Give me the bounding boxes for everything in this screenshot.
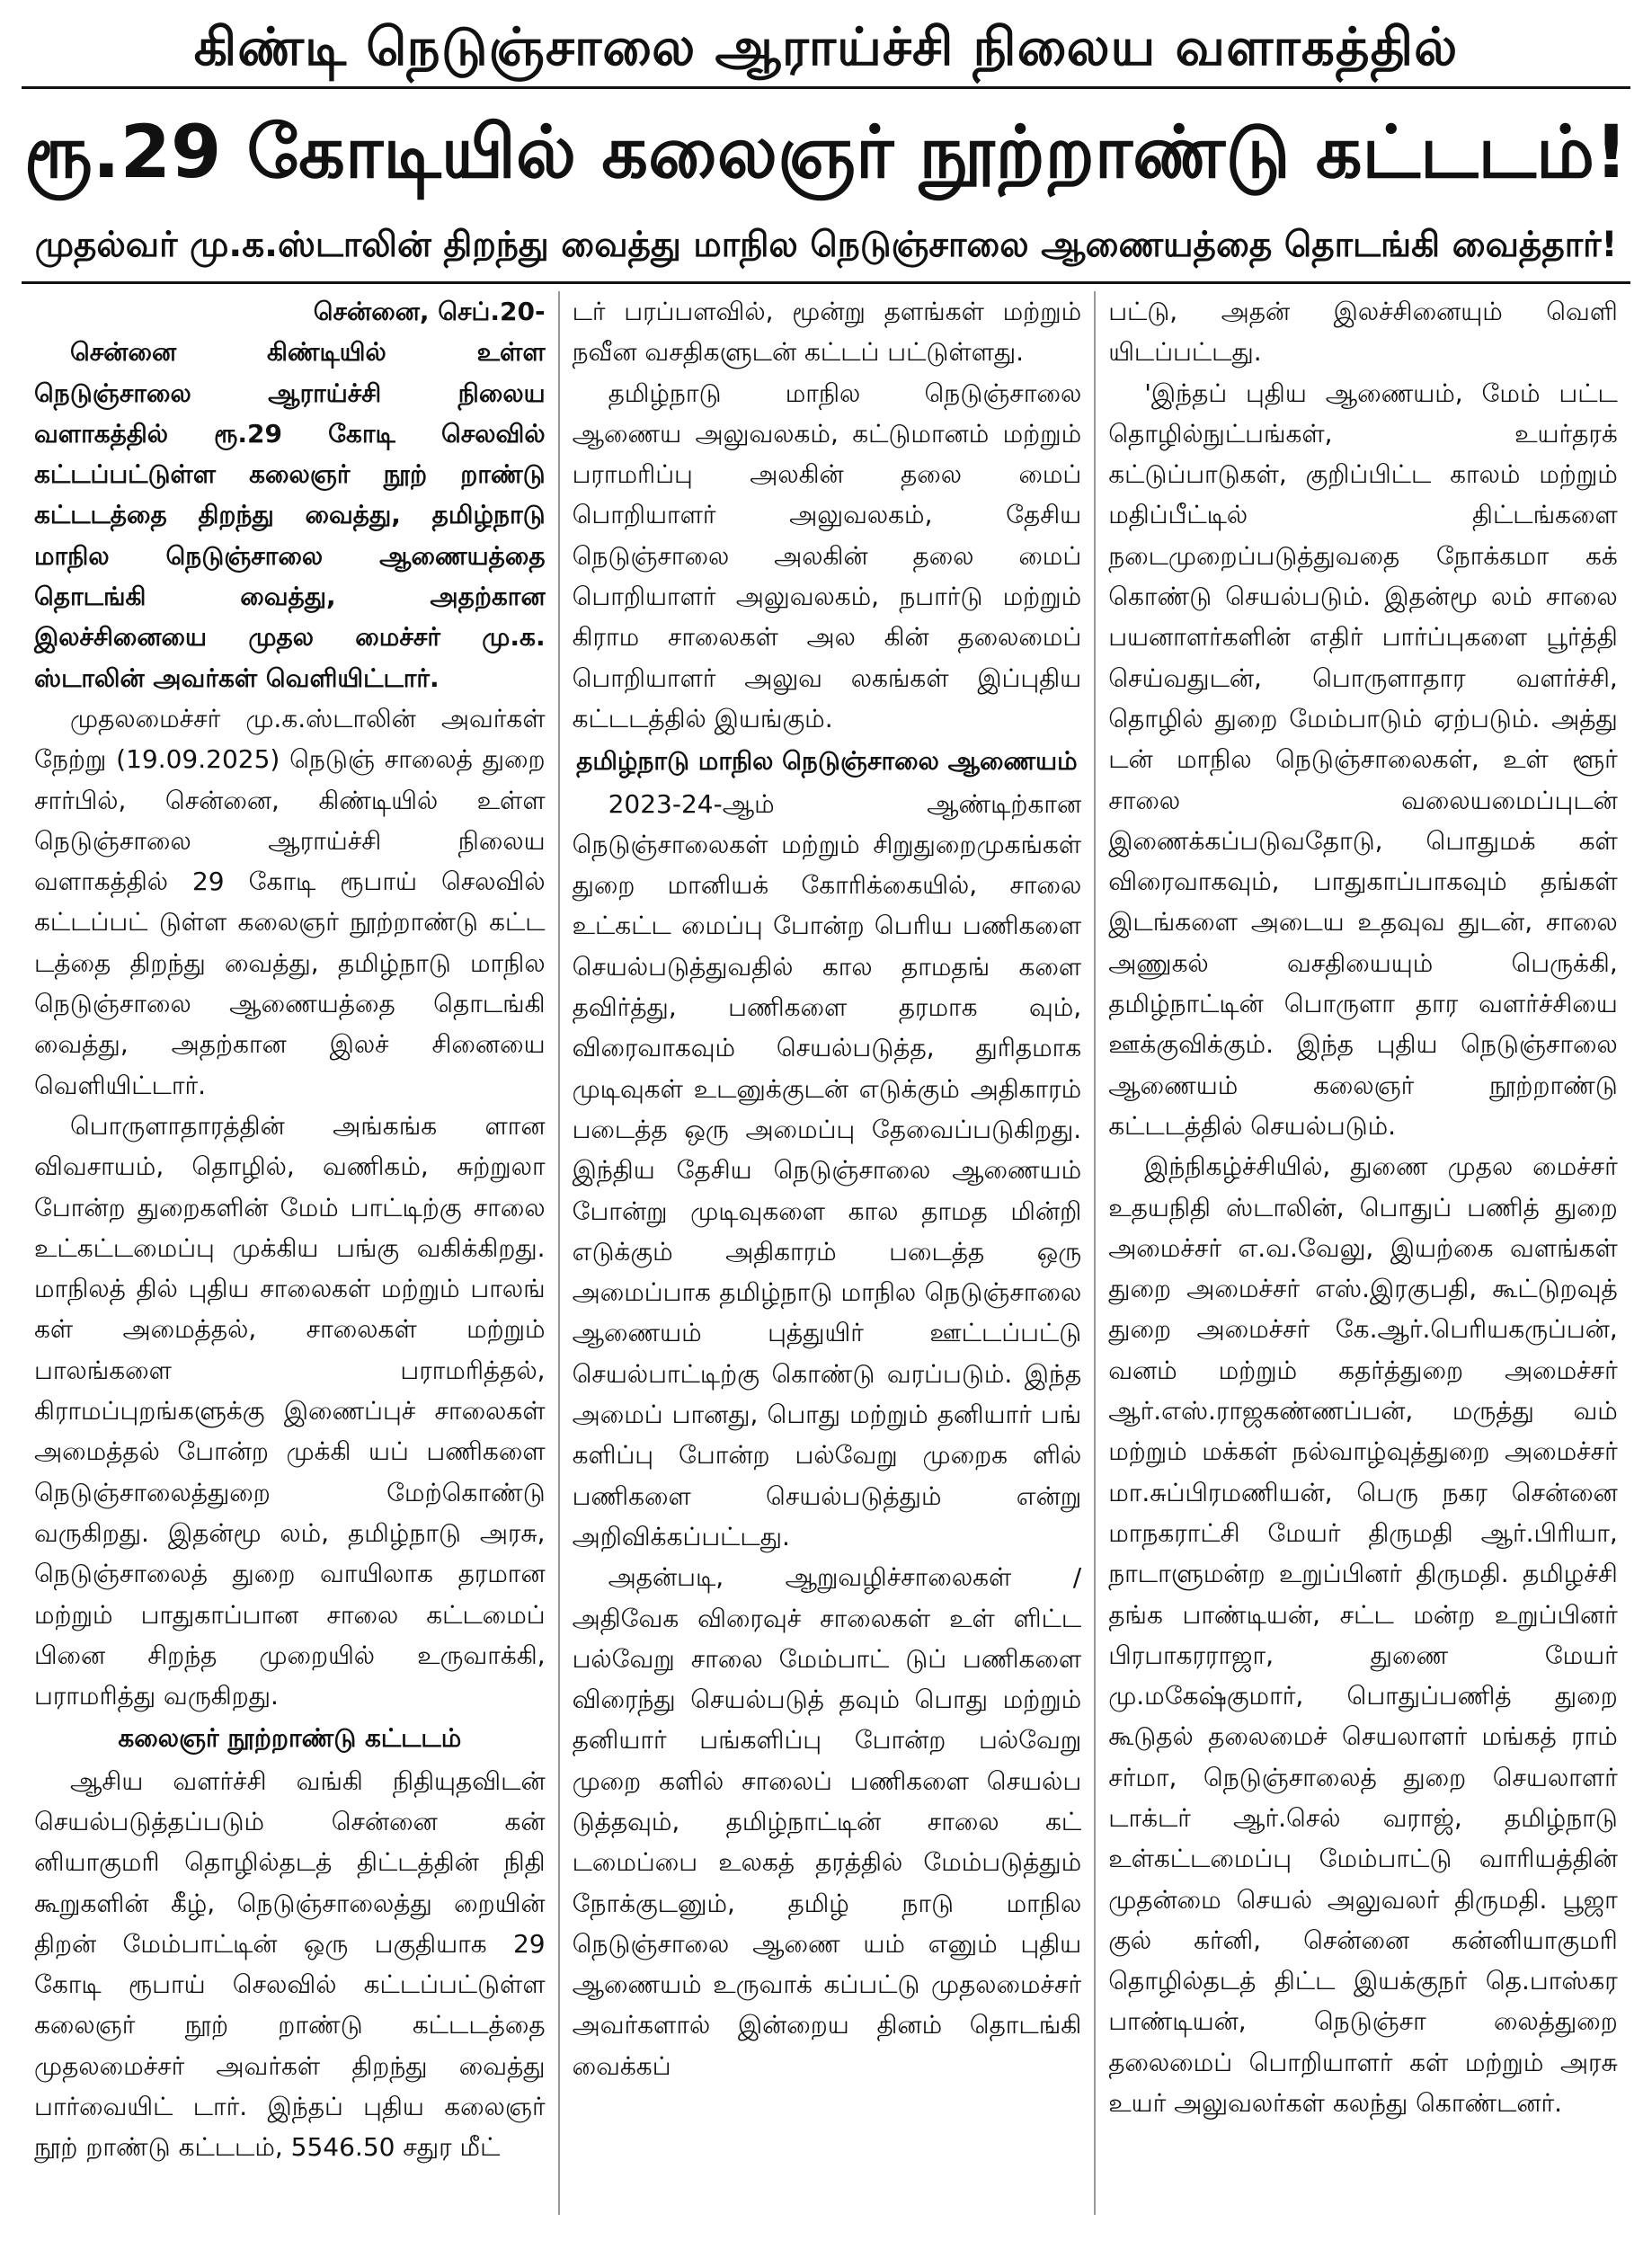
column-2 <box>558 291 1095 2215</box>
main-headline: ரூ.29 கோடியில் கலைஞர் நூற்றாண்டு கட்டடம்! <box>23 111 1629 195</box>
paragraph: டர் பரப்பளவில், மூன்று தளங்கள் மற்றும் நவீன வசதிகளுடன் கட்டப் பட்டுள்ளது. <box>572 297 1082 368</box>
column-3 <box>1094 291 1630 2215</box>
dateline: சென்னை, செப்.20- <box>313 297 546 326</box>
section-subhead: தமிழ்நாடு மாநில நெடுஞ்சாலை ஆணையம் <box>576 746 1078 777</box>
paragraph: இந்நிகழ்ச்சியில், துணை முதல மைச்சர் உதயநிதி ஸ்டாலின், பொதுப் பணித் துறை அமைச்சர் எ.வ.வேலு, இயற்கை வளங்கள் துறை அமைச்சர் எஸ்.இரகுபதி, கூட்டுறவுத் துறை அமைச்சர் கே.ஆர்.பெரியகருப்பன், வனம் மற்றும் கதர்த்துறை அமைச்சர் ஆர்.எஸ்.ராஜகண்ணப்பன், மருத்து வம் மற்றும் மக்கள் நல்வாழ்வுத்துறை அமைச்சர் மா.சுப்பிரமணியன், பெரு நகர சென்னை மாநகராட்சி மேயர் திருமதி ஆர்.பிரியா, நாடாளுமன்ற உறுப்பினர் திருமதி. தமிழச்சி தங்க பாண்டியன், சட்ட மன்ற உறுப்பினர் பிரபாகரராஜா, துணை மேயர் மு.மகேஷ்குமார், பொதுப்பணித் துறை கூடுதல் தலைமைச் செயலாளர் மங்கத் ராம் சர்மா, நெடுஞ்சாலைத் துறை செயலாளர் டாக்டர் ஆர்.செல் வராஜ், தமிழ்நாடு உள்கட்டமைப்பு மேம்பாட்டு வாரியத்தின் முதன்மை செயல் அலுவலர் திருமதி. பூஜா குல் கர்னி, சென்னை கன்னியாகுமரி தொழில்தடத் திட்ட இயக்குநர் தெ.பாஸ்கர பாண்டியன், நெடுஞ்சா லைத்துறை தலைமைப் பொறியாளர் கள் மற்றும் அரசு உயர் அலுவலர்கள் கலந்து கொண்டனர். <box>1108 1151 1618 2119</box>
paragraph: 'இந்தப் புதிய ஆணையம், மேம் பட்ட தொழில்நுட்பங்கள், உயர்தரக் கட்டுப்பாடுகள், குறிப்பிட்ட காலம் மற்றும் மதிப்பீட்டில் திட்டங்களை நடைமுறைப்படுத்துவதை நோக்கமா கக் கொண்டு செயல்படும். இதன்மூ லம் சாலை பயனாளர்களின் எதிர் பார்ப்புகளை பூர்த்தி செய்வதுடன், பொருளாதார வளர்ச்சி, தொழில் துறை மேம்பாடும் ஏற்படும். அத்து டன் மாநில நெடுஞ்சாலைகள், உள் ளூர் சாலை வலையமைப்புடன் இணைக்கப்படுவதோடு, பொதுமக் கள் விரைவாகவும், பாதுகாப்பாகவும் தங்கள் இடங்களை அடைய உதவுவ துடன், சாலை அணுகல் வசதியையும் பெருக்கி, தமிழ்நாட்டின் பொருளா தார வளர்ச்சியை ஊக்குவிக்கும். இந்த புதிய நெடுஞ்சாலை ஆணையம் கலைஞர் நூற்றாண்டு கட்டடத்தில் செயல்படும். <box>1108 378 1618 1141</box>
paragraph: பட்டு, அதன் இலச்சினையும் வெளி யிடப்பட்டது. <box>1108 297 1618 368</box>
paragraph: 2023-24-ஆம் ஆண்டிற்கான நெடுஞ்சாலைகள் மற்றும் சிறுதுறைமுகங்கள் துறை மானியக் கோரிக்கையில், சாலை உட்கட்ட மைப்பு போன்ற பெரிய பணிகளை செயல்படுத்துவதில் கால தாமதங் களை தவிர்த்து, பணிகளை தரமாக வும், விரைவாகவும் செயல்படுத்த, துரிதமாக முடிவுகள் உடனுக்குடன் எடுக்கும் அதிகாரம் படைத்த ஒரு அமைப்பு தேவைப்படுகிறது. இந்திய தேசிய நெடுஞ்சாலை ஆணையம் போன்று முடிவுகளை கால தாமத மின்றி எடுக்கும் அதிகாரம் படைத்த ஒரு அமைப்பாக தமிழ்நாடு மாநில நெடுஞ்சாலை ஆணையம் புத்துயிர் ஊட்டப்பட்டு செயல்பாட்டிற்கு கொண்டு வரப்படும். இந்த அமைப் பானது, பொது மற்றும் தனியார் பங் களிப்பு போன்ற பல்வேறு முறைக ளில் பணிகளை செயல்படுத்தும் என்று அறிவிக்கப்பட்டது. <box>572 788 1082 1551</box>
paragraph: பொருளாதாரத்தின் அங்கங்க ளான விவசாயம், தொழில், வணிகம், சுற்றுலா போன்ற துறைகளின் மேம் பாட்டிற்கு சாலை உட்கட்டமைப்பு முக்கிய பங்கு வகிக்கிறது. மாநிலத் தில் புதிய சாலைகள் மற்றும் பாலங் கள் அமைத்தல், சாலைகள் மற்றும் பாலங்களை பராமரித்தல், கிராமப்புறங்களுக்கு இணைப்புச் சாலைகள் அமைத்தல் போன்ற முக்கி யப் பணிகளை நெடுஞ்சாலைத்துறை மேற்கொண்டு வருகிறது. இதன்மூ லம், தமிழ்நாடு அரசு, நெடுஞ்சாலைத் துறை வாயிலாக தரமான மற்றும் பாதுகாப்பான சாலை கட்டமைப் பினை சிறந்த முறையில் உருவாக்கி, பராமரித்து வருகிறது. <box>34 1110 546 1711</box>
section-subhead: கலைஞர் நூற்றாண்டு கட்டடம் <box>118 1723 462 1754</box>
sub-headline: முதல்வர் மு.க.ஸ்டாலின் திறந்து வைத்து மாநில நெடுஞ்சாலை ஆணையத்தை தொடங்கி வைத்தார்! <box>22 217 1630 284</box>
kicker-headline: கிண்டி நெடுஞ்சாலை ஆராய்ச்சி நிலைய வளாகத்தில் <box>22 13 1630 89</box>
paragraph: ஆசிய வளர்ச்சி வங்கி நிதியுதவிடன் செயல்படுத்தப்படும் சென்னை கன் னியாகுமரி தொழில்தடத் திட்டத்தின் நிதி கூறுகளின் கீழ், நெடுஞ்சாலைத்து றையின் திறன் மேம்பாட்டின் ஒரு பகுதியாக 29 கோடி ரூபாய் செலவில் கட்டப்பட்டுள்ள கலைஞர் நூற் றாண்டு கட்டடத்தை முதலமைச்சர் அவர்கள் திறந்து வைத்து பார்வையிட் டார். இந்தப் புதிய கலைஞர் நூற் றாண்டு கட்டடம், 5546.50 சதுர மீட் <box>34 1765 546 2163</box>
lead-paragraph: சென்னை கிண்டியில் உள்ள நெடுஞ்சாலை ஆராய்ச்சி நிலைய வளாகத்தில் ரூ.29 கோடி செலவில் கட்டப்பட்டுள்ள கலைஞர் நூற் றாண்டு கட்டடத்தை திறந்து வைத்து, தமிழ்நாடு மாநில நெடுஞ்சாலை ஆணையத்தை தொடங்கி வைத்து, அதற்கான இலச்சினையை முதல மைச்சர் மு.க. ஸ்டாலின் அவர்கள் வெளியிட்டார். <box>34 337 546 693</box>
article-columns <box>22 291 1630 2215</box>
paragraph: தமிழ்நாடு மாநில நெடுஞ்சாலை ஆணைய அலுவலகம், கட்டுமானம் மற்றும் பராமரிப்பு அலகின் தலை மைப் பொறியாளர் அலுவலகம், தேசிய நெடுஞ்சாலை அலகின் தலை மைப் பொறியாளர் அலுவலகம், நபார்டு மற்றும் கிராம சாலைகள் அல கின் தலைமைப் பொறியாளர் அலுவ லகங்கள் இப்புதிய கட்டடத்தில் இயங்கும். <box>572 378 1082 733</box>
column-1 <box>22 291 558 2215</box>
paragraph: முதலமைச்சர் மு.க.ஸ்டாலின் அவர்கள் நேற்று (19.09.2025) நெடுஞ் சாலைத் துறை சார்பில், சென்னை, கிண்டியில் உள்ள நெடுஞ்சாலை ஆராய்ச்சி நிலைய வளாகத்தில் 29 கோடி ரூபாய் செலவில் கட்டப்பட் டுள்ள கலைஞர் நூற்றாண்டு கட்ட டத்தை திறந்து வைத்து, தமிழ்நாடு மாநில நெடுஞ்சாலை ஆணையத்தை தொடங்கி வைத்து, அதற்கான இலச் சினையை வெளியிட்டார். <box>34 703 546 1100</box>
paragraph: அதன்படி, ஆறுவழிச்சாலைகள் / அதிவேக விரைவுச் சாலைகள் உள் ளிட்ட பல்வேறு சாலை மேம்பாட் டுப் பணிகளை விரைந்து செயல்படுத் தவும் பொது மற்றும் தனியார் பங்களிப்பு போன்ற பல்வேறு முறை களில் சாலைப் பணிகளை செயல்ப டுத்தவும், தமிழ்நாட்டின் சாலை கட் டமைப்பை உலகத் தரத்தில் மேம்படுத்தும் நோக்குடனும், தமிழ் நாடு மாநில நெடுஞ்சாலை ஆணை யம் எனும் புதிய ஆணையம் உருவாக் கப்பட்டு முதலமைச்சர் அவர்களால் இன்றைய தினம் தொடங்கி வைக்கப் <box>572 1562 1082 2081</box>
